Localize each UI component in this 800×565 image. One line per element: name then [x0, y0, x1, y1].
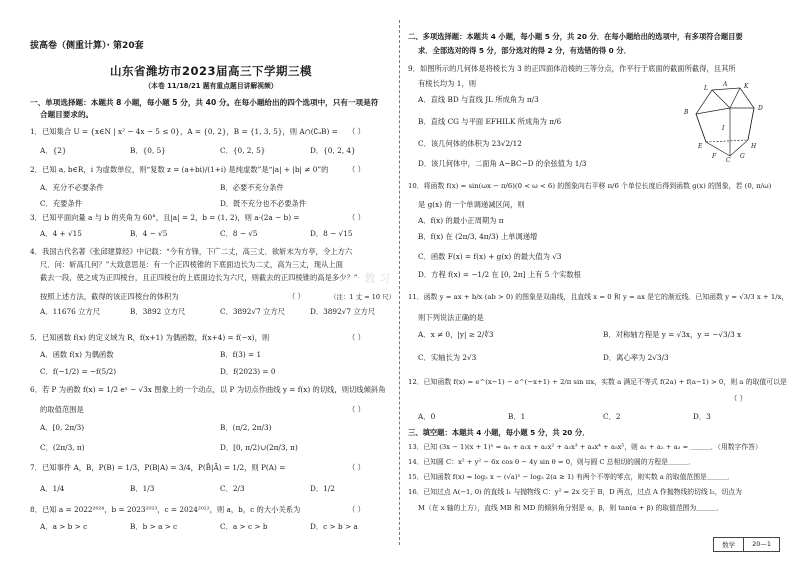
figure-label-e: E	[698, 143, 703, 150]
q9-option-d: D．该几何体中，二面角 A−BC−D 的余弦值为 1/3	[418, 159, 587, 168]
exam-title: 山东省潍坊市2023届高三下学期三模	[109, 64, 312, 78]
figure-outline	[696, 88, 754, 156]
section2-heading-cont: 求．全部选对的得 5 分，部分选对的得 2 分，有选错的得 0 分．	[418, 46, 631, 55]
figure-edge	[712, 90, 730, 108]
q1-option-a: A．{2}	[40, 146, 67, 155]
q1-option-c: C．{0, 2, 5}	[220, 146, 266, 155]
q9-option-a: A．直线 BD 与直线 JL 所成角为 π/3	[418, 95, 539, 104]
q8-option-c: C．a > c > b	[220, 522, 268, 531]
q4-option-a: A．11676 立方尺	[40, 307, 100, 316]
figure-edge	[696, 108, 730, 114]
q4-note: （注：1 丈 = 10 尺）	[330, 293, 396, 301]
answer-paren-6: （ ）	[348, 405, 365, 414]
figure-label-l: L	[704, 85, 708, 92]
q4-option-b: B．3892 立方尺	[130, 307, 186, 316]
figure-label-b: B	[684, 109, 689, 116]
q6-option-b: B．(π/2, 2π/3)	[220, 423, 272, 432]
truncated-tetrahedron-figure	[682, 78, 777, 163]
q8-option-b: B．b > a > c	[130, 522, 178, 531]
q2-option-b: B．必要不充分条件	[220, 183, 284, 192]
q4-option-c: C．3892√7 立方尺	[220, 307, 285, 316]
q1-option-b: B．{0, 5}	[130, 146, 166, 155]
q5-option-c: C．f(−1/2) = −f(5/2)	[40, 367, 117, 376]
question-11-line2: 则下列说法正确的是	[418, 313, 484, 322]
question-9-line1: 9．如图所示的几何体是将棱长为 3 的正四面体沿棱的三等分点，作平行于底面的截面所截得，且其所	[408, 64, 736, 73]
q3-option-a: A．4 + √15	[40, 229, 82, 238]
watermark-text: 一 教 习	[350, 272, 390, 285]
section3-heading: 三、填空题：本题共 4 小题，每小题 5 分，共 20 分．	[408, 428, 590, 437]
question-14: 14．已知圆 C：x² + y² − 6x cos θ − 4y sin θ = 0，则与圆 C 总相切的圆的方程是＿＿＿．	[408, 458, 696, 466]
q11-option-c: C．实轴长为 2√3	[418, 353, 477, 362]
q10-option-c: C．函数 F(x) = f(x) + g(x) 的最大值为 √3	[418, 252, 562, 261]
exam-subtitle: （本卷 11/18/21 题有重点题目讲解视频）	[144, 82, 278, 90]
q8-option-a: A．a > b > c	[40, 522, 88, 531]
series-label: 拔高卷（侧重计算）· 第20套	[30, 41, 144, 51]
answer-paren-8: （ ）	[348, 505, 365, 514]
question-2: 2．已知 a, b∈R，i 为虚数单位，则“复数 z = (a+bi)/(1+i) 是纯虚数”是“|a| + |b| ≠ 0”的	[30, 165, 329, 174]
q2-option-d: D．既不充分也不必要条件	[220, 199, 307, 208]
question-12: 12．已知函数 f(x) = e^(x−1) − e^(−x+1) + 2/π sin πx，实数 a 满足不等式 f(2a) + f(a−1) > 0，则 a 的取值可以是	[408, 378, 787, 386]
section1-heading: 一、单项选择题：本题共 8 小题，每小题 5 分，共 40 分。在每小题给出的四个选项中，只有一项是符	[30, 98, 379, 107]
figure-label-h: H	[751, 143, 757, 150]
q12-option-c: C．2	[603, 412, 621, 421]
q8-option-d: D．c > b > a	[310, 522, 358, 531]
figure-label-k: K	[744, 83, 749, 90]
q9-option-b: B．直线 CG 与平面 EFHILK 所成角为 π/6	[418, 117, 562, 126]
q6-option-c: C．(2π/3, π)	[40, 443, 85, 452]
q1-option-d: D．{0, 2, 4}	[310, 146, 356, 155]
question-6-line2: 的取值范围是	[40, 405, 84, 414]
question-9-line2: 有棱长均为 1，则	[418, 79, 477, 88]
answer-paren-2: （ ）	[348, 165, 365, 174]
question-16-line2: M（在 x 轴的上方），直线 MB 和 MD 的倾斜角分别是 α，β，则 tan(α + β) 的取值范围为＿＿＿．	[418, 504, 724, 512]
question-7: 7．已知事件 A，B，P(B) = 1/3，P(B|A) = 3/4，P(B̄|Ā) = 1/2，则 P(A) =	[30, 463, 286, 472]
question-4-line3: 截去一段，使之成为正四棱台，且正四棱台的上底面边长为六尺，则截去的正四棱锥的高是多少？”	[40, 273, 358, 282]
question-15: 15．已知函数 f(x) = log₂ x − (√a)ˣ − log₂ 2(a ≥ 1) 有两个不等的零点，则实数 a 的取值范围是＿＿＿．	[408, 473, 734, 481]
column-divider	[399, 20, 400, 545]
figure-edge	[748, 108, 754, 140]
figure-edge	[730, 88, 740, 108]
q6-option-a: A．[0, 2π/3)	[40, 423, 85, 432]
q5-option-d: D．f(2023) = 0	[220, 367, 276, 376]
q12-option-a: A．0	[418, 412, 436, 421]
question-10-line2: 是 g(x) 的一个单调递减区间，则	[418, 200, 525, 209]
question-8: 8．已知 a = 2022²⁰²⁴，b = 2023²⁰²³，c = 2024²⁰²²，则 a，b，c 的大小关系为	[30, 505, 301, 514]
q2-option-c: C．充要条件	[40, 199, 83, 208]
question-16-line1: 16．已知过点 A(−1, 0) 的直线 l₁ 与抛物线 C：y² = 2x 交于 B，D 两点，过点 A 作抛物线的切线 l₂，切点为	[408, 488, 742, 496]
figure-hidden-edge	[706, 140, 748, 142]
footer-subject: 数学	[722, 541, 736, 549]
figure-label-a: A	[723, 81, 728, 88]
answer-paren-4: （ ）	[288, 292, 305, 301]
figure-label-d: D	[758, 105, 763, 112]
q3-option-b: B．4 − √5	[130, 229, 168, 238]
figure-label-g: G	[740, 153, 745, 160]
answer-paren-7: （ ）	[348, 463, 365, 472]
question-1: 1．已知集合 U = {x∈N | x² − 4x − 5 ≤ 0}，A = {0, 2}，B = {1, 3, 5}，则 A∩(∁ᵤB) =	[30, 127, 338, 136]
q3-option-c: C．8 − √5	[220, 229, 258, 238]
q10-option-b: B．f(x) 在 (2π/3, 4π/3) 上单调递增	[418, 232, 538, 241]
q5-option-b: B．f(3) = 1	[220, 350, 262, 359]
figure-label-i: I	[722, 125, 725, 132]
question-4-line4: 按照上述方法，截得的该正四棱台的体积为	[40, 292, 179, 301]
footer-page-number: 20—1	[743, 538, 779, 551]
question-6-line1: 6．若 P 为函数 f(x) = 1/2 eˣ − √3x 图象上的一个动点，以 P 为切点作曲线 y = f(x) 的切线，则切线倾斜角	[30, 385, 386, 394]
q12-option-d: D．3	[693, 412, 711, 421]
question-10-line1: 10．将函数 f(x) = sin(ωx − π/6)(0 < ω < 6) 的图象向右平移 π/6 个单位长度后得到函数 g(x) 的图象，若 (0, π/ω)	[408, 182, 772, 190]
figure-label-f: F	[712, 153, 717, 160]
q4-option-d: D．3892√7 立方尺	[310, 307, 376, 316]
q7-option-d: D．1/2	[310, 484, 335, 493]
question-3: 3．已知平面向量 a 与 b 的夹角为 60°，且|a| = 2，b = (1, 2)，则 a·(2a − b) =	[30, 213, 300, 222]
q5-option-a: A．函数 f(x) 为偶函数	[40, 350, 114, 359]
section2-heading: 二、多项选择题：本题共 4 小题，每小题 5 分，共 20 分．在每小题给出的选项中，有多项符合题目要	[408, 32, 743, 41]
q6-option-d: D．[0, π/2)∪(2π/3, π)	[220, 443, 298, 452]
q12-option-b: B．1	[508, 412, 526, 421]
answer-paren-12: （ ）	[730, 394, 747, 403]
q10-option-a: A．f(x) 的最小正周期为 π	[418, 216, 504, 225]
question-4-line2: 尺．问：斩高几何？”大致意思是：有一个正四棱锥的下底面边长为二丈，高为三丈，现从上面	[40, 260, 343, 269]
q2-option-a: A．充分不必要条件	[40, 183, 104, 192]
question-4-line1: 4．我国古代名著《张邱建算经》中记载：“今有方锋，下广二丈，高三丈．欲斩末为方亭，令上方六	[30, 247, 353, 256]
q7-option-b: B．1/3	[130, 484, 155, 493]
q11-option-b: B．对称轴方程是 y = √3x，y = −√3/3 x	[603, 330, 742, 339]
question-5: 5．已知函数 f(x) 的定义域为 R，f(x+1) 为偶函数，f(x+4) = f(−x)，则	[30, 333, 270, 342]
figure-label-c: C	[726, 157, 731, 163]
answer-paren-1: （ ）	[348, 127, 365, 136]
q10-option-d: D．方程 f(x) = −1/2 在 [0, 2π] 上有 5 个实数根	[418, 270, 581, 279]
answer-paren-5: （ ）	[348, 333, 365, 342]
page-footer	[713, 537, 780, 552]
q7-option-a: A．1/4	[40, 484, 65, 493]
q3-option-d: D．8 − √15	[310, 229, 353, 238]
q11-option-d: D．离心率为 2√3/3	[603, 353, 669, 362]
q7-option-c: C．2/3	[220, 484, 245, 493]
q9-option-c: C．该几何体的体积为 23√2/12	[418, 139, 522, 148]
q11-option-a: A．x ≠ 0，|y| ≥ 2/∜3	[418, 330, 494, 339]
question-13: 13．已知 (3x − 1)(x + 1)ⁿ = a₀ + a₁x + a₂x² + a₃x³ + a₄x⁴ + a₅x⁵，则 a₁ + a₂ + a₃ = ＿＿＿．（用数字作答）	[408, 443, 762, 451]
left-column	[30, 0, 396, 565]
question-11-line1: 11．函数 y = ax + b/x (ab > 0) 的图象是双曲线，且直线 x = 0 和 y = ax 是它的渐近线．已知函数 y = √3/3 x + 1/x，	[408, 293, 789, 301]
answer-paren-3: （ ）	[348, 213, 365, 222]
section1-heading-cont: 合题目要求的。	[40, 110, 94, 119]
figure-edge	[696, 114, 706, 142]
